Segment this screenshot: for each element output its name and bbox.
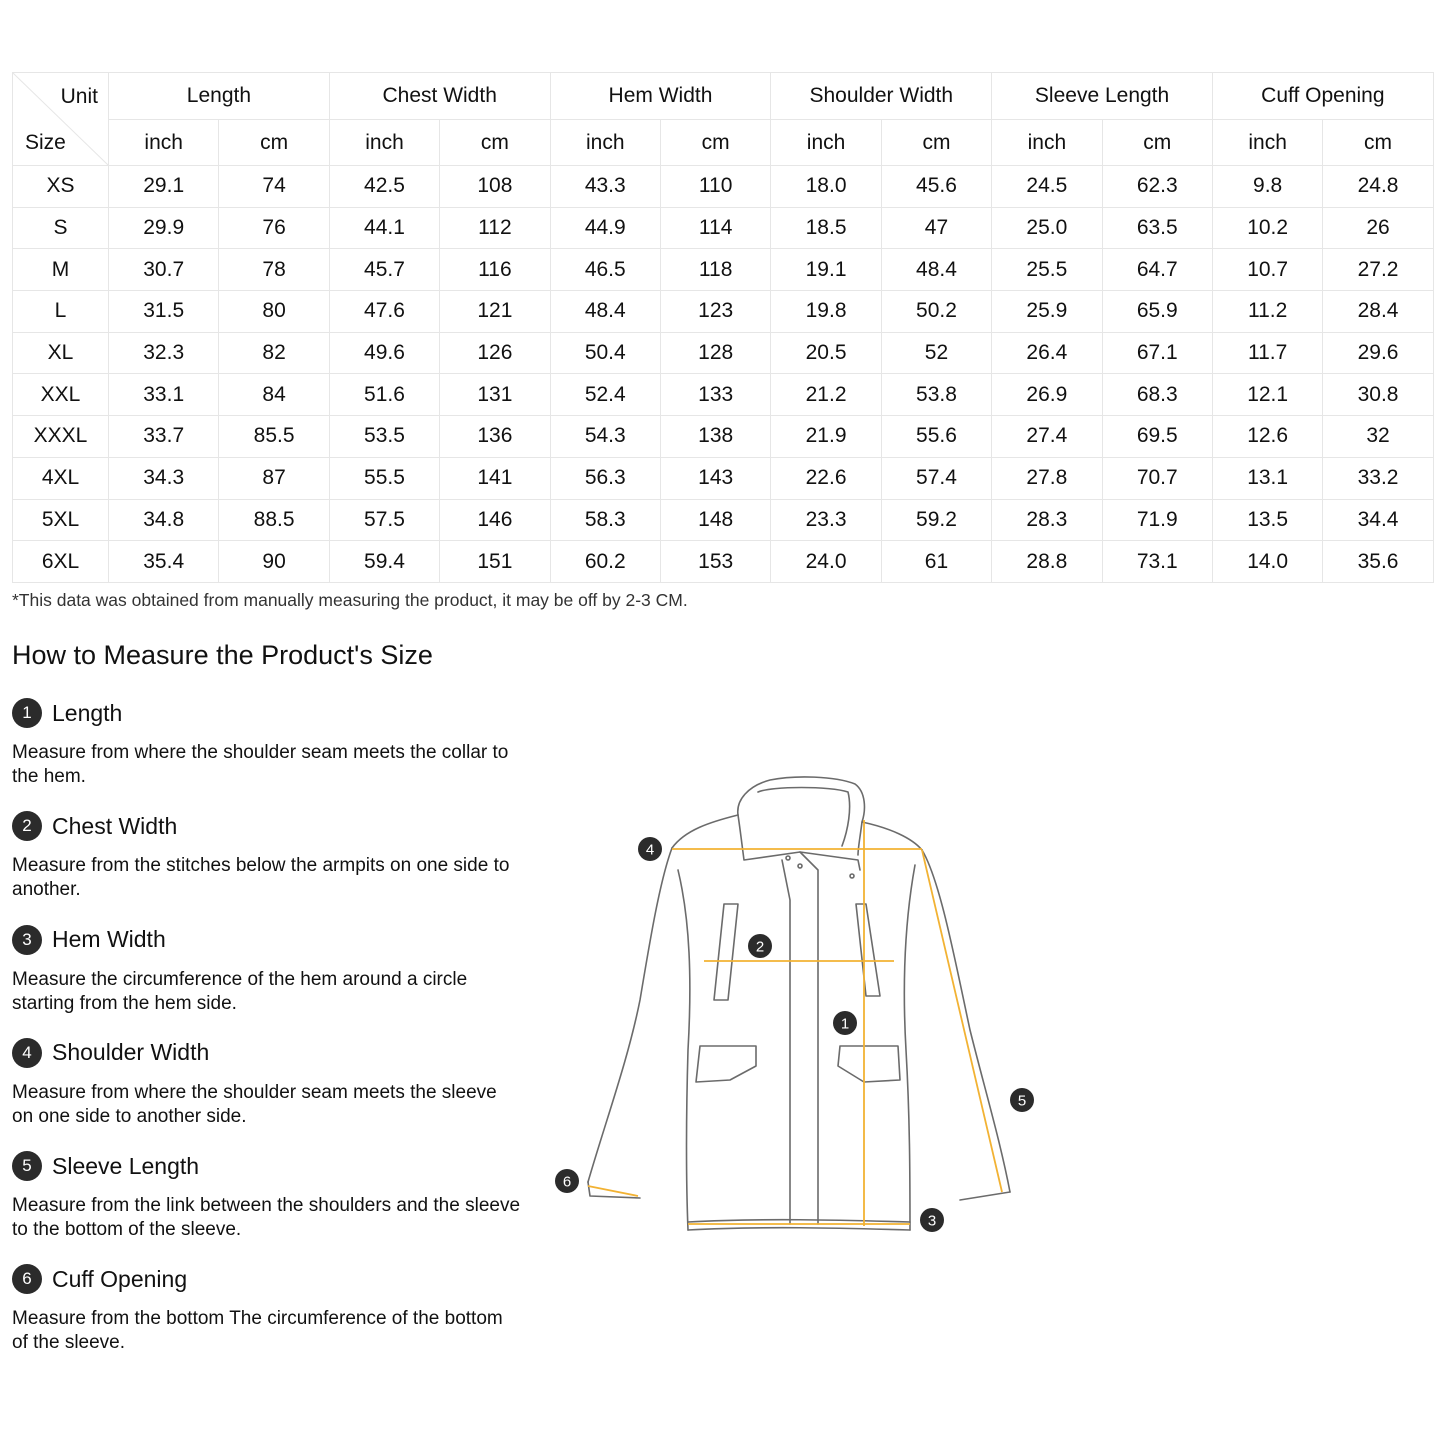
number-3-icon: 3 [12, 925, 42, 955]
unit-inch: inch [109, 120, 219, 166]
measurement-cell: 34.8 [109, 499, 219, 541]
measurement-cell: 141 [440, 457, 550, 499]
instruction-title: Shoulder Width [52, 1039, 210, 1066]
measurement-cell: 45.6 [881, 166, 991, 208]
header-shoulder-width: Shoulder Width [771, 73, 992, 120]
measurement-cell: 61 [881, 541, 991, 583]
measurement-cell: 13.1 [1212, 457, 1322, 499]
measurement-cell: 26.4 [992, 332, 1102, 374]
measurement-cell: 51.6 [329, 374, 439, 416]
measurement-cell: 143 [660, 457, 770, 499]
measurement-cell: 69.5 [1102, 416, 1212, 458]
number-1-icon: 1 [12, 698, 42, 728]
measurement-cell: 28.3 [992, 499, 1102, 541]
table-row [13, 332, 1434, 374]
measurement-cell: 32 [1323, 416, 1433, 458]
measurement-cell: 138 [660, 416, 770, 458]
measurement-cell: 9.8 [1212, 166, 1322, 208]
measurement-cell: 82 [219, 332, 329, 374]
measurement-cell: 19.8 [771, 291, 881, 333]
measurement-cell: 146 [440, 499, 550, 541]
measurement-cell: 26 [1323, 207, 1433, 249]
measurement-cell: 55.6 [881, 416, 991, 458]
svg-text:5: 5 [1017, 1092, 1027, 1110]
measurement-cell: 33.7 [109, 416, 219, 458]
unit-cm: cm [1102, 120, 1212, 166]
measurement-cell: 24.0 [771, 541, 881, 583]
measurement-cell: 24.8 [1323, 166, 1433, 208]
measurement-cell: 153 [660, 541, 770, 583]
number-4-icon: 4 [12, 1038, 42, 1068]
size-label-cell: L [13, 291, 109, 333]
measurement-cell: 112 [440, 207, 550, 249]
measurement-cell: 67.1 [1102, 332, 1212, 374]
size-label-cell: S [13, 207, 109, 249]
table-body [13, 166, 1434, 583]
svg-text:2: 2 [755, 938, 765, 956]
measurement-cell: 59.4 [329, 541, 439, 583]
measurement-cell: 31.5 [109, 291, 219, 333]
instruction-sleeve-length [12, 1150, 522, 1263]
unit-inch: inch [992, 120, 1102, 166]
measurement-cell: 47 [881, 207, 991, 249]
measurement-cell: 18.5 [771, 207, 881, 249]
instruction-list [12, 697, 522, 1377]
number-5-icon: 5 [12, 1151, 42, 1181]
measurement-cell: 74 [219, 166, 329, 208]
measurement-cell: 78 [219, 249, 329, 291]
measurement-cell: 27.8 [992, 457, 1102, 499]
measurement-cell: 151 [440, 541, 550, 583]
measurement-cell: 12.6 [1212, 416, 1322, 458]
table-row [13, 541, 1434, 583]
measurement-cell: 133 [660, 374, 770, 416]
table-row [13, 291, 1434, 333]
measurement-cell: 47.6 [329, 291, 439, 333]
svg-text:1: 1 [840, 1015, 850, 1033]
measurement-cell: 48.4 [550, 291, 660, 333]
size-label-cell: M [13, 249, 109, 291]
marker-6-icon [555, 1169, 579, 1193]
unit-cm: cm [440, 120, 550, 166]
instruction-length [12, 697, 522, 810]
measurement-cell: 128 [660, 332, 770, 374]
measurement-cell: 70.7 [1102, 457, 1212, 499]
group-header-row [13, 73, 1434, 120]
measurement-cell: 14.0 [1212, 541, 1322, 583]
measurement-cell: 71.9 [1102, 499, 1212, 541]
instruction-description: Measure from where the shoulder seam meets the collar to the hem. [12, 742, 509, 787]
measurement-cell: 80 [219, 291, 329, 333]
measurement-cell: 10.7 [1212, 249, 1322, 291]
diagram-markers [555, 837, 1034, 1232]
instruction-description: Measure from where the shoulder seam meets the sleeve on one side to another side. [12, 1081, 497, 1127]
measurement-cell: 63.5 [1102, 207, 1212, 249]
header-cuff-opening: Cuff Opening [1212, 73, 1433, 120]
instruction-chest-width [12, 810, 522, 923]
size-label-cell: 4XL [13, 457, 109, 499]
jacket-measurement-diagram [550, 760, 1060, 1250]
measurement-cell: 34.4 [1323, 499, 1433, 541]
number-6-icon: 6 [12, 1264, 42, 1294]
measurement-cell: 42.5 [329, 166, 439, 208]
measurement-cell: 29.9 [109, 207, 219, 249]
table-row [13, 416, 1434, 458]
size-label-cell: XS [13, 166, 109, 208]
corner-unit-label: Unit [60, 85, 98, 108]
header-length: Length [109, 73, 330, 120]
measurement-cell: 24.5 [992, 166, 1102, 208]
measurement-cell: 87 [219, 457, 329, 499]
marker-3-icon [920, 1208, 944, 1232]
measurement-cell: 20.5 [771, 332, 881, 374]
unit-cm: cm [660, 120, 770, 166]
measurement-cell: 53.8 [881, 374, 991, 416]
corner-size-label: Size [25, 131, 66, 154]
measurement-cell: 60.2 [550, 541, 660, 583]
measurement-cell: 11.2 [1212, 291, 1322, 333]
measurement-cell: 62.3 [1102, 166, 1212, 208]
measurement-cell: 19.1 [771, 249, 881, 291]
unit-inch: inch [329, 120, 439, 166]
measurement-cell: 45.7 [329, 249, 439, 291]
measurement-cell: 33.2 [1323, 457, 1433, 499]
measurement-cell: 27.4 [992, 416, 1102, 458]
section-title: How to Measure the Product's Size [12, 640, 433, 670]
marker-5-icon [1010, 1088, 1034, 1112]
measurement-cell: 34.3 [109, 457, 219, 499]
svg-text:3: 3 [927, 1212, 937, 1230]
measurement-cell: 68.3 [1102, 374, 1212, 416]
unit-inch: inch [1212, 120, 1322, 166]
measurement-cell: 22.6 [771, 457, 881, 499]
measurement-cell: 116 [440, 249, 550, 291]
unit-cm: cm [219, 120, 329, 166]
table-row [13, 457, 1434, 499]
measurement-cell: 52.4 [550, 374, 660, 416]
measurement-cell: 35.6 [1323, 541, 1433, 583]
measurement-cell: 44.1 [329, 207, 439, 249]
size-label-cell: 6XL [13, 541, 109, 583]
header-hem-width: Hem Width [550, 73, 771, 120]
measurement-cell: 50.4 [550, 332, 660, 374]
size-label-cell: XXXL [13, 416, 109, 458]
size-label-cell: XL [13, 332, 109, 374]
measurement-cell: 88.5 [219, 499, 329, 541]
instruction-title: Sleeve Length [52, 1152, 200, 1179]
marker-4-icon [638, 837, 662, 861]
measurement-cell: 43.3 [550, 166, 660, 208]
measurement-cell: 59.2 [881, 499, 991, 541]
measurement-cell: 57.4 [881, 457, 991, 499]
measurement-cell: 29.6 [1323, 332, 1433, 374]
measurement-cell: 30.8 [1323, 374, 1433, 416]
header-chest-width: Chest Width [329, 73, 550, 120]
measurement-cell: 25.0 [992, 207, 1102, 249]
instruction-shoulder-width [12, 1037, 522, 1150]
measurement-cell: 29.1 [109, 166, 219, 208]
instruction-title: Hem Width [52, 926, 166, 953]
measurement-cell: 12.1 [1212, 374, 1322, 416]
measurement-cell: 55.5 [329, 457, 439, 499]
measurement-lines [588, 820, 1002, 1226]
instruction-description: Measure from the stitches below the armpits on one side to another. [12, 855, 510, 901]
measurement-cell: 85.5 [219, 416, 329, 458]
measurement-cell: 54.3 [550, 416, 660, 458]
instruction-cuff-opening [12, 1263, 522, 1376]
measurement-cell: 10.2 [1212, 207, 1322, 249]
unit-cm: cm [1323, 120, 1433, 166]
measurement-cell: 84 [219, 374, 329, 416]
size-label-cell: XXL [13, 374, 109, 416]
measurement-cell: 136 [440, 416, 550, 458]
measurement-cell: 35.4 [109, 541, 219, 583]
measurement-cell: 33.1 [109, 374, 219, 416]
sleeve-length-line [922, 850, 1002, 1192]
measurement-cell: 25.9 [992, 291, 1102, 333]
instruction-description: Measure from the link between the shoulders and the sleeve to the bottom of the sleeve. [12, 1195, 521, 1241]
instruction-description: Measure from the bottom The circumference of the bottom of the sleeve. [12, 1308, 503, 1354]
measurement-cell: 49.6 [329, 332, 439, 374]
marker-2-icon [748, 934, 772, 958]
unit-inch: inch [771, 120, 881, 166]
measurement-cell: 28.4 [1323, 291, 1433, 333]
measurement-cell: 21.9 [771, 416, 881, 458]
measurement-cell: 44.9 [550, 207, 660, 249]
table-row [13, 374, 1434, 416]
measurement-cell: 126 [440, 332, 550, 374]
measurement-cell: 73.1 [1102, 541, 1212, 583]
header-sleeve-length: Sleeve Length [992, 73, 1213, 120]
measurement-cell: 118 [660, 249, 770, 291]
marker-1-icon [833, 1011, 857, 1035]
svg-text:6: 6 [562, 1173, 572, 1191]
table-row [13, 166, 1434, 208]
measurement-cell: 123 [660, 291, 770, 333]
measurement-cell: 90 [219, 541, 329, 583]
measurement-cell: 65.9 [1102, 291, 1212, 333]
table-row [13, 207, 1434, 249]
measurement-cell: 57.5 [329, 499, 439, 541]
measurement-cell: 23.3 [771, 499, 881, 541]
measurement-cell: 64.7 [1102, 249, 1212, 291]
instruction-description: Measure the circumference of the hem around a circle starting from the hem side. [12, 968, 468, 1014]
table-row [13, 499, 1434, 541]
measurement-footnote: *This data was obtained from manually measuring the product, it may be off by 2-3 CM. [12, 590, 688, 610]
measurement-cell: 18.0 [771, 166, 881, 208]
table-row [13, 249, 1434, 291]
corner-cell [13, 73, 109, 166]
measurement-cell: 53.5 [329, 416, 439, 458]
measurement-cell: 11.7 [1212, 332, 1322, 374]
measurement-cell: 46.5 [550, 249, 660, 291]
measurement-cell: 32.3 [109, 332, 219, 374]
measurement-cell: 21.2 [771, 374, 881, 416]
instruction-title: Chest Width [52, 812, 178, 839]
measurement-cell: 148 [660, 499, 770, 541]
size-chart-table [12, 72, 1434, 583]
measurement-cell: 121 [440, 291, 550, 333]
measurement-cell: 13.5 [1212, 499, 1322, 541]
measurement-cell: 30.7 [109, 249, 219, 291]
measurement-cell: 27.2 [1323, 249, 1433, 291]
measurement-cell: 76 [219, 207, 329, 249]
unit-cm: cm [881, 120, 991, 166]
svg-text:4: 4 [645, 841, 655, 859]
instruction-title: Length [52, 699, 123, 726]
instruction-title: Cuff Opening [52, 1265, 188, 1292]
measurement-cell: 28.8 [992, 541, 1102, 583]
measurement-cell: 108 [440, 166, 550, 208]
measurement-cell: 131 [440, 374, 550, 416]
unit-header-row [13, 120, 1434, 166]
measurement-cell: 25.5 [992, 249, 1102, 291]
measurement-cell: 52 [881, 332, 991, 374]
measurement-cell: 26.9 [992, 374, 1102, 416]
size-label-cell: 5XL [13, 499, 109, 541]
measurement-cell: 114 [660, 207, 770, 249]
measurement-cell: 56.3 [550, 457, 660, 499]
cuff-opening-line [588, 1186, 638, 1196]
measurement-cell: 58.3 [550, 499, 660, 541]
number-2-icon: 2 [12, 811, 42, 841]
measurement-cell: 48.4 [881, 249, 991, 291]
measurement-cell: 110 [660, 166, 770, 208]
measurement-cell: 50.2 [881, 291, 991, 333]
unit-inch: inch [550, 120, 660, 166]
instruction-hem-width [12, 924, 522, 1037]
